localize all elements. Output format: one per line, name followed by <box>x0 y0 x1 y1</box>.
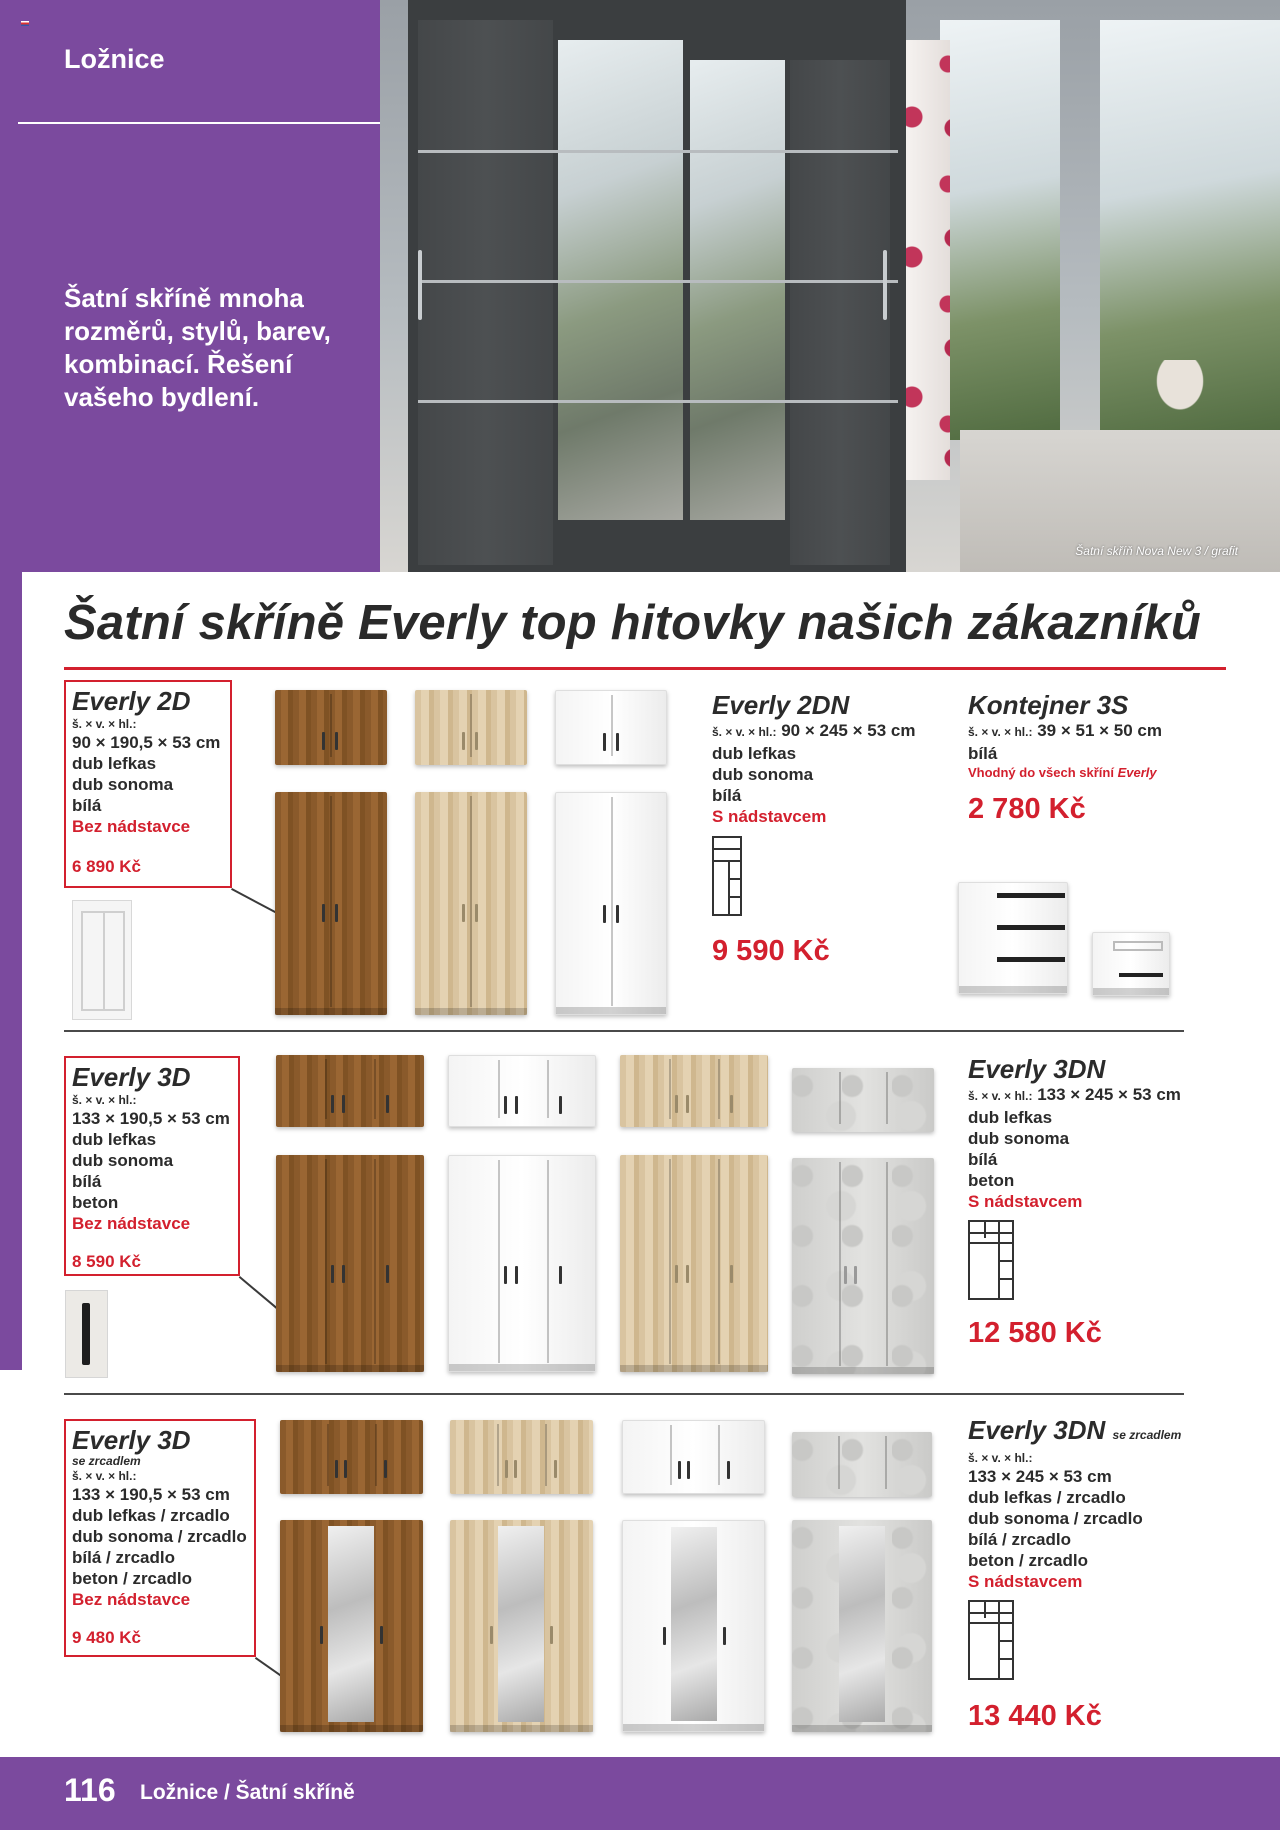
everly-3dn-specs <box>968 1054 1200 1212</box>
product-variant: se zrcadlem <box>72 1454 141 1468</box>
cabinet-topper-sonoma <box>620 1055 768 1127</box>
everly-3d-specs <box>64 1056 240 1276</box>
everly-2d-specs <box>64 680 232 888</box>
finish-item: beton / zrcadlo <box>72 1569 192 1588</box>
row-divider <box>64 1030 1184 1032</box>
hero-image <box>380 0 1280 572</box>
finish-item: dub lefkas <box>72 1130 157 1149</box>
finish-item: beton <box>72 1193 119 1212</box>
finish-item: dub sonoma <box>72 775 174 794</box>
cabinet-topper-sonoma <box>450 1420 593 1494</box>
topper-note: Bez nádstavce <box>72 1214 191 1233</box>
wardrobe-handle <box>418 250 422 320</box>
product-name: Everly 2D <box>72 686 191 716</box>
wardrobe-handle <box>883 250 887 320</box>
headline-rule <box>64 667 1226 670</box>
leader-line <box>239 1276 280 1311</box>
price: 9 480 Kč <box>72 1628 141 1647</box>
price: 8 590 Kč <box>72 1252 141 1271</box>
cabinet-sonoma <box>415 792 527 1015</box>
layout-scheme-icon <box>712 836 742 916</box>
finish-item: dub lefkas <box>968 1108 1053 1127</box>
dims-label: š. × v. × hl.: <box>72 1469 137 1483</box>
hero-caption: Šatní skříň Nova New 3 / grafit <box>1075 544 1238 558</box>
drawer-container-open-image <box>1092 932 1170 996</box>
title-divider <box>18 122 380 124</box>
cabinet-topper-lefkas <box>280 1420 423 1494</box>
dims-label: š. × v. × hl.: <box>72 717 137 731</box>
cabinet-white <box>555 792 667 1015</box>
layout-scheme-icon <box>968 1220 1014 1300</box>
product-name: Everly 3DN <box>968 1415 1106 1445</box>
cabinet-beton-mirror <box>792 1520 932 1732</box>
product-name: Everly 3D <box>72 1425 191 1455</box>
dims-value: 90 × 190,5 × 53 cm <box>72 733 221 752</box>
everly-3dn-mirror-specs <box>968 1415 1203 1592</box>
side-strip <box>0 572 22 1370</box>
leader-line <box>255 1657 282 1677</box>
dims-value: 133 × 245 × 53 cm <box>1037 1085 1181 1104</box>
page-headline: Šatní skříně Everly top hitovky našich zákazníků <box>64 596 1202 650</box>
lamp-image <box>1140 360 1220 430</box>
finish-item: bílá / zrcadlo <box>72 1548 175 1567</box>
price: 12 580 Kč <box>968 1317 1102 1349</box>
cabinet-topper-white <box>622 1420 765 1494</box>
dims-value: 133 × 245 × 53 cm <box>968 1467 1112 1486</box>
wardrobe-trim <box>418 280 898 283</box>
finish-item: dub lefkas <box>72 754 157 773</box>
window-image <box>940 20 1060 440</box>
cabinet-white <box>448 1155 596 1372</box>
cabinet-lefkas <box>276 1155 424 1372</box>
kontejner-3s-specs <box>968 690 1198 782</box>
everly-2dn-specs <box>712 690 932 827</box>
cabinet-sonoma <box>620 1155 768 1372</box>
finish-item: dub sonoma <box>968 1129 1070 1148</box>
finish-item: dub sonoma / zrcadlo <box>72 1527 247 1546</box>
fit-note: Vhodný do všech skříní <box>968 765 1114 780</box>
dims-value: 90 × 245 × 53 cm <box>781 721 916 740</box>
cabinet-topper-white <box>555 690 667 765</box>
dims-label: š. × v. × hl.: <box>968 1451 1033 1465</box>
finish-item: dub lefkas / zrcadlo <box>968 1488 1126 1507</box>
finish-item: dub sonoma <box>712 765 814 784</box>
topper-note: S nádstavcem <box>968 1192 1083 1211</box>
everly-3d-mirror-specs <box>64 1419 256 1657</box>
finish-item: dub lefkas / zrcadlo <box>72 1506 230 1525</box>
handle-detail-image <box>65 1290 108 1378</box>
section-title: Ložnice <box>64 44 165 74</box>
finish-item: dub sonoma <box>72 1151 174 1170</box>
finish-item: dub sonoma / zrcadlo <box>968 1509 1143 1528</box>
cabinet-white-mirror <box>622 1520 765 1732</box>
topper-note: Bez nádstavce <box>72 1590 191 1609</box>
finish-item: bílá <box>968 1150 998 1169</box>
footer-section-label: Ložnice / Šatní skříně <box>140 1781 355 1804</box>
wardrobe-door <box>418 20 553 565</box>
cabinet-topper-beton <box>792 1068 934 1132</box>
product-name: Everly 3D <box>72 1062 191 1092</box>
product-name: Everly 3DN <box>968 1054 1106 1084</box>
finish-item: bílá <box>712 786 742 805</box>
intro-text: Šatní skříně mnoha rozměrů, stylů, barev, kombinací. Řešení vašeho bydlení. <box>64 283 331 412</box>
row-divider <box>64 1393 1184 1395</box>
cabinet-lefkas-mirror <box>280 1520 423 1732</box>
dims-label: š. × v. × hl.: <box>72 1093 137 1107</box>
drawer-container-image <box>958 882 1068 994</box>
finish-item: dub lefkas <box>712 744 797 763</box>
cabinet-topper-white <box>448 1055 596 1127</box>
cabinet-topper-lefkas <box>275 690 387 765</box>
price: 6 890 Kč <box>72 857 141 876</box>
topper-note: S nádstavcem <box>712 807 827 826</box>
cabinet-topper-beton <box>792 1432 932 1497</box>
open-wardrobe-image <box>72 900 132 1020</box>
price: 9 590 Kč <box>712 935 830 967</box>
wardrobe-trim <box>418 400 898 403</box>
finish-item: beton / zrcadlo <box>968 1551 1088 1570</box>
cabinet-lefkas <box>275 792 387 1015</box>
wardrobe-mirror <box>690 60 785 520</box>
price: 2 780 Kč <box>968 793 1086 825</box>
dims-value: 133 × 190,5 × 53 cm <box>72 1109 230 1128</box>
cabinet-topper-lefkas <box>276 1055 424 1127</box>
topper-note: S nádstavcem <box>968 1572 1083 1591</box>
wardrobe-image <box>408 0 906 572</box>
dims-label: š. × v. × hl.: <box>712 725 777 739</box>
dims-value: 133 × 190,5 × 53 cm <box>72 1485 230 1504</box>
layout-scheme-icon <box>968 1600 1014 1680</box>
dims-value: 39 × 51 × 50 cm <box>1037 721 1162 740</box>
price: 13 440 Kč <box>968 1700 1102 1732</box>
product-name: Kontejner 3S <box>968 690 1129 720</box>
finish-item: bílá <box>72 796 102 815</box>
finish-item: bílá / zrcadlo <box>968 1530 1071 1549</box>
product-name: Everly 2DN <box>712 690 850 720</box>
product-variant: se zrcadlem <box>1112 1428 1182 1442</box>
wardrobe-door <box>790 60 890 565</box>
cabinet-topper-sonoma <box>415 690 527 765</box>
finish-item: bílá <box>968 744 998 763</box>
dims-label: š. × v. × hl.: <box>968 1089 1033 1103</box>
wardrobe-trim <box>418 150 898 153</box>
fit-note-brand: Everly <box>1117 765 1157 780</box>
finish-item: beton <box>968 1171 1015 1190</box>
flag-icon <box>21 21 29 26</box>
cabinet-sonoma-mirror <box>450 1520 593 1732</box>
cabinet-beton <box>792 1158 934 1374</box>
page-number: 116 <box>64 1772 116 1808</box>
finish-item: bílá <box>72 1172 102 1191</box>
dims-label: š. × v. × hl.: <box>968 725 1033 739</box>
topper-note: Bez nádstavce <box>72 817 191 836</box>
